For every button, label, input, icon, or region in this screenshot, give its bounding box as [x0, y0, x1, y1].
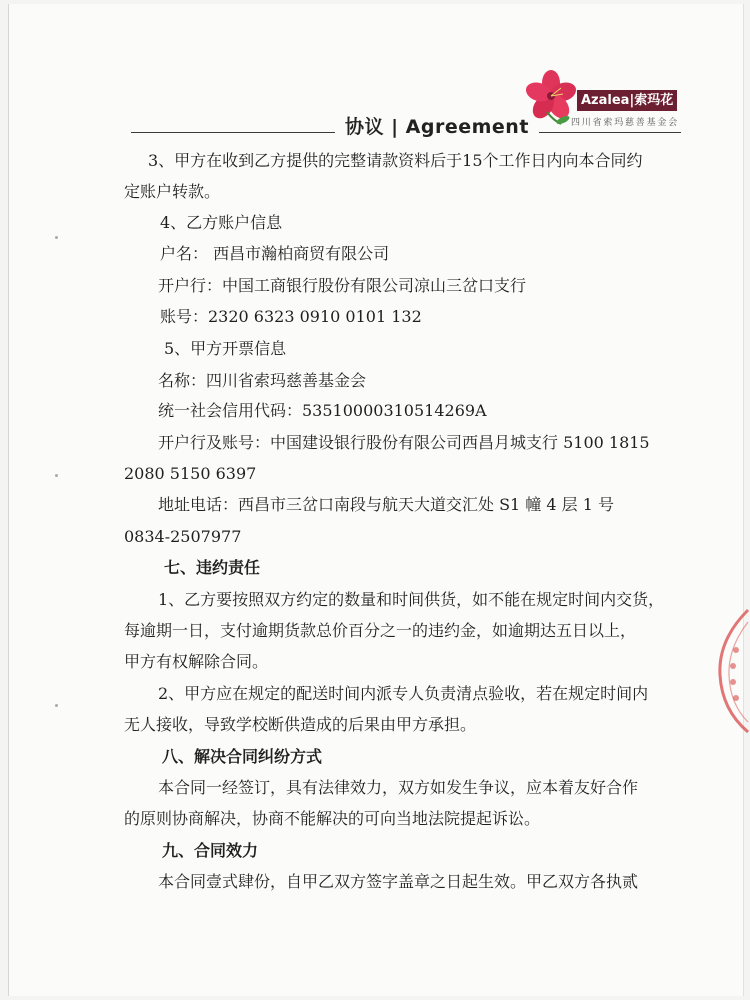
body-line: 开户行及账号：中国建设银行股份有限公司西昌月城支行 5100 1815 — [158, 433, 650, 452]
body-line: 本合同一经签订，具有法律效力，双方如发生争议，应本着友好合作 — [158, 778, 639, 797]
section-heading: 九、合同效力 — [162, 841, 259, 860]
logo-name: Azalea|索玛花 — [577, 90, 677, 111]
body-line: 2080 5150 6397 — [124, 464, 257, 483]
body-line: 甲方有权解除合同。 — [124, 652, 269, 671]
red-seal-stamp-icon — [700, 600, 750, 740]
logo-subtitle: 四川省索玛慈善基金会 — [571, 118, 680, 128]
body-line: 每逾期一日，支付逾期货款总价百分之一的违约金，如逾期达五日以上， — [124, 621, 637, 640]
body-line: 开户行：中国工商银行股份有限公司凉山三岔口支行 — [158, 276, 527, 295]
body-line: 账号：2320 6323 0910 0101 132 — [160, 307, 422, 326]
body-line: 定账户转款。 — [124, 182, 221, 201]
body-line: 2、甲方应在规定的配送时间内派专人负责清点验收，若在规定时间内 — [158, 684, 649, 703]
section-heading: 七、违约责任 — [164, 558, 261, 577]
body-line: 1、乙方要按照双方约定的数量和时间供货，如不能在规定时间内交货， — [158, 590, 665, 609]
body-line: 名称：四川省索玛慈善基金会 — [158, 371, 367, 390]
body-line: 户名： 西昌市瀚柏商贸有限公司 — [160, 244, 390, 263]
body-line: 4、乙方账户信息 — [160, 213, 283, 232]
body-line: 本合同壹式肆份，自甲乙双方签字盖章之日起生效。甲乙双方各执贰 — [158, 872, 639, 891]
body-line: 无人接收，导致学校断供造成的后果由甲方承担。 — [124, 715, 477, 734]
body-line: 0834-2507977 — [124, 527, 242, 546]
document-title: 协议 | Agreement — [335, 112, 539, 142]
body-line: 地址电话：西昌市三岔口南段与航天大道交汇处 S1 幢 4 层 1 号 — [158, 495, 615, 514]
body-line: 的原则协商解决，协商不能解决的可向当地法院提起诉讼。 — [124, 809, 541, 828]
body-line: 5、甲方开票信息 — [164, 339, 287, 358]
body-line: 统一社会信用代码：53510000310514269A — [158, 401, 487, 420]
section-heading: 八、解决合同纠纷方式 — [162, 747, 323, 766]
body-line: 3、甲方在收到乙方提供的完整请款资料后于15个工作日内向本合同约 — [148, 151, 643, 170]
